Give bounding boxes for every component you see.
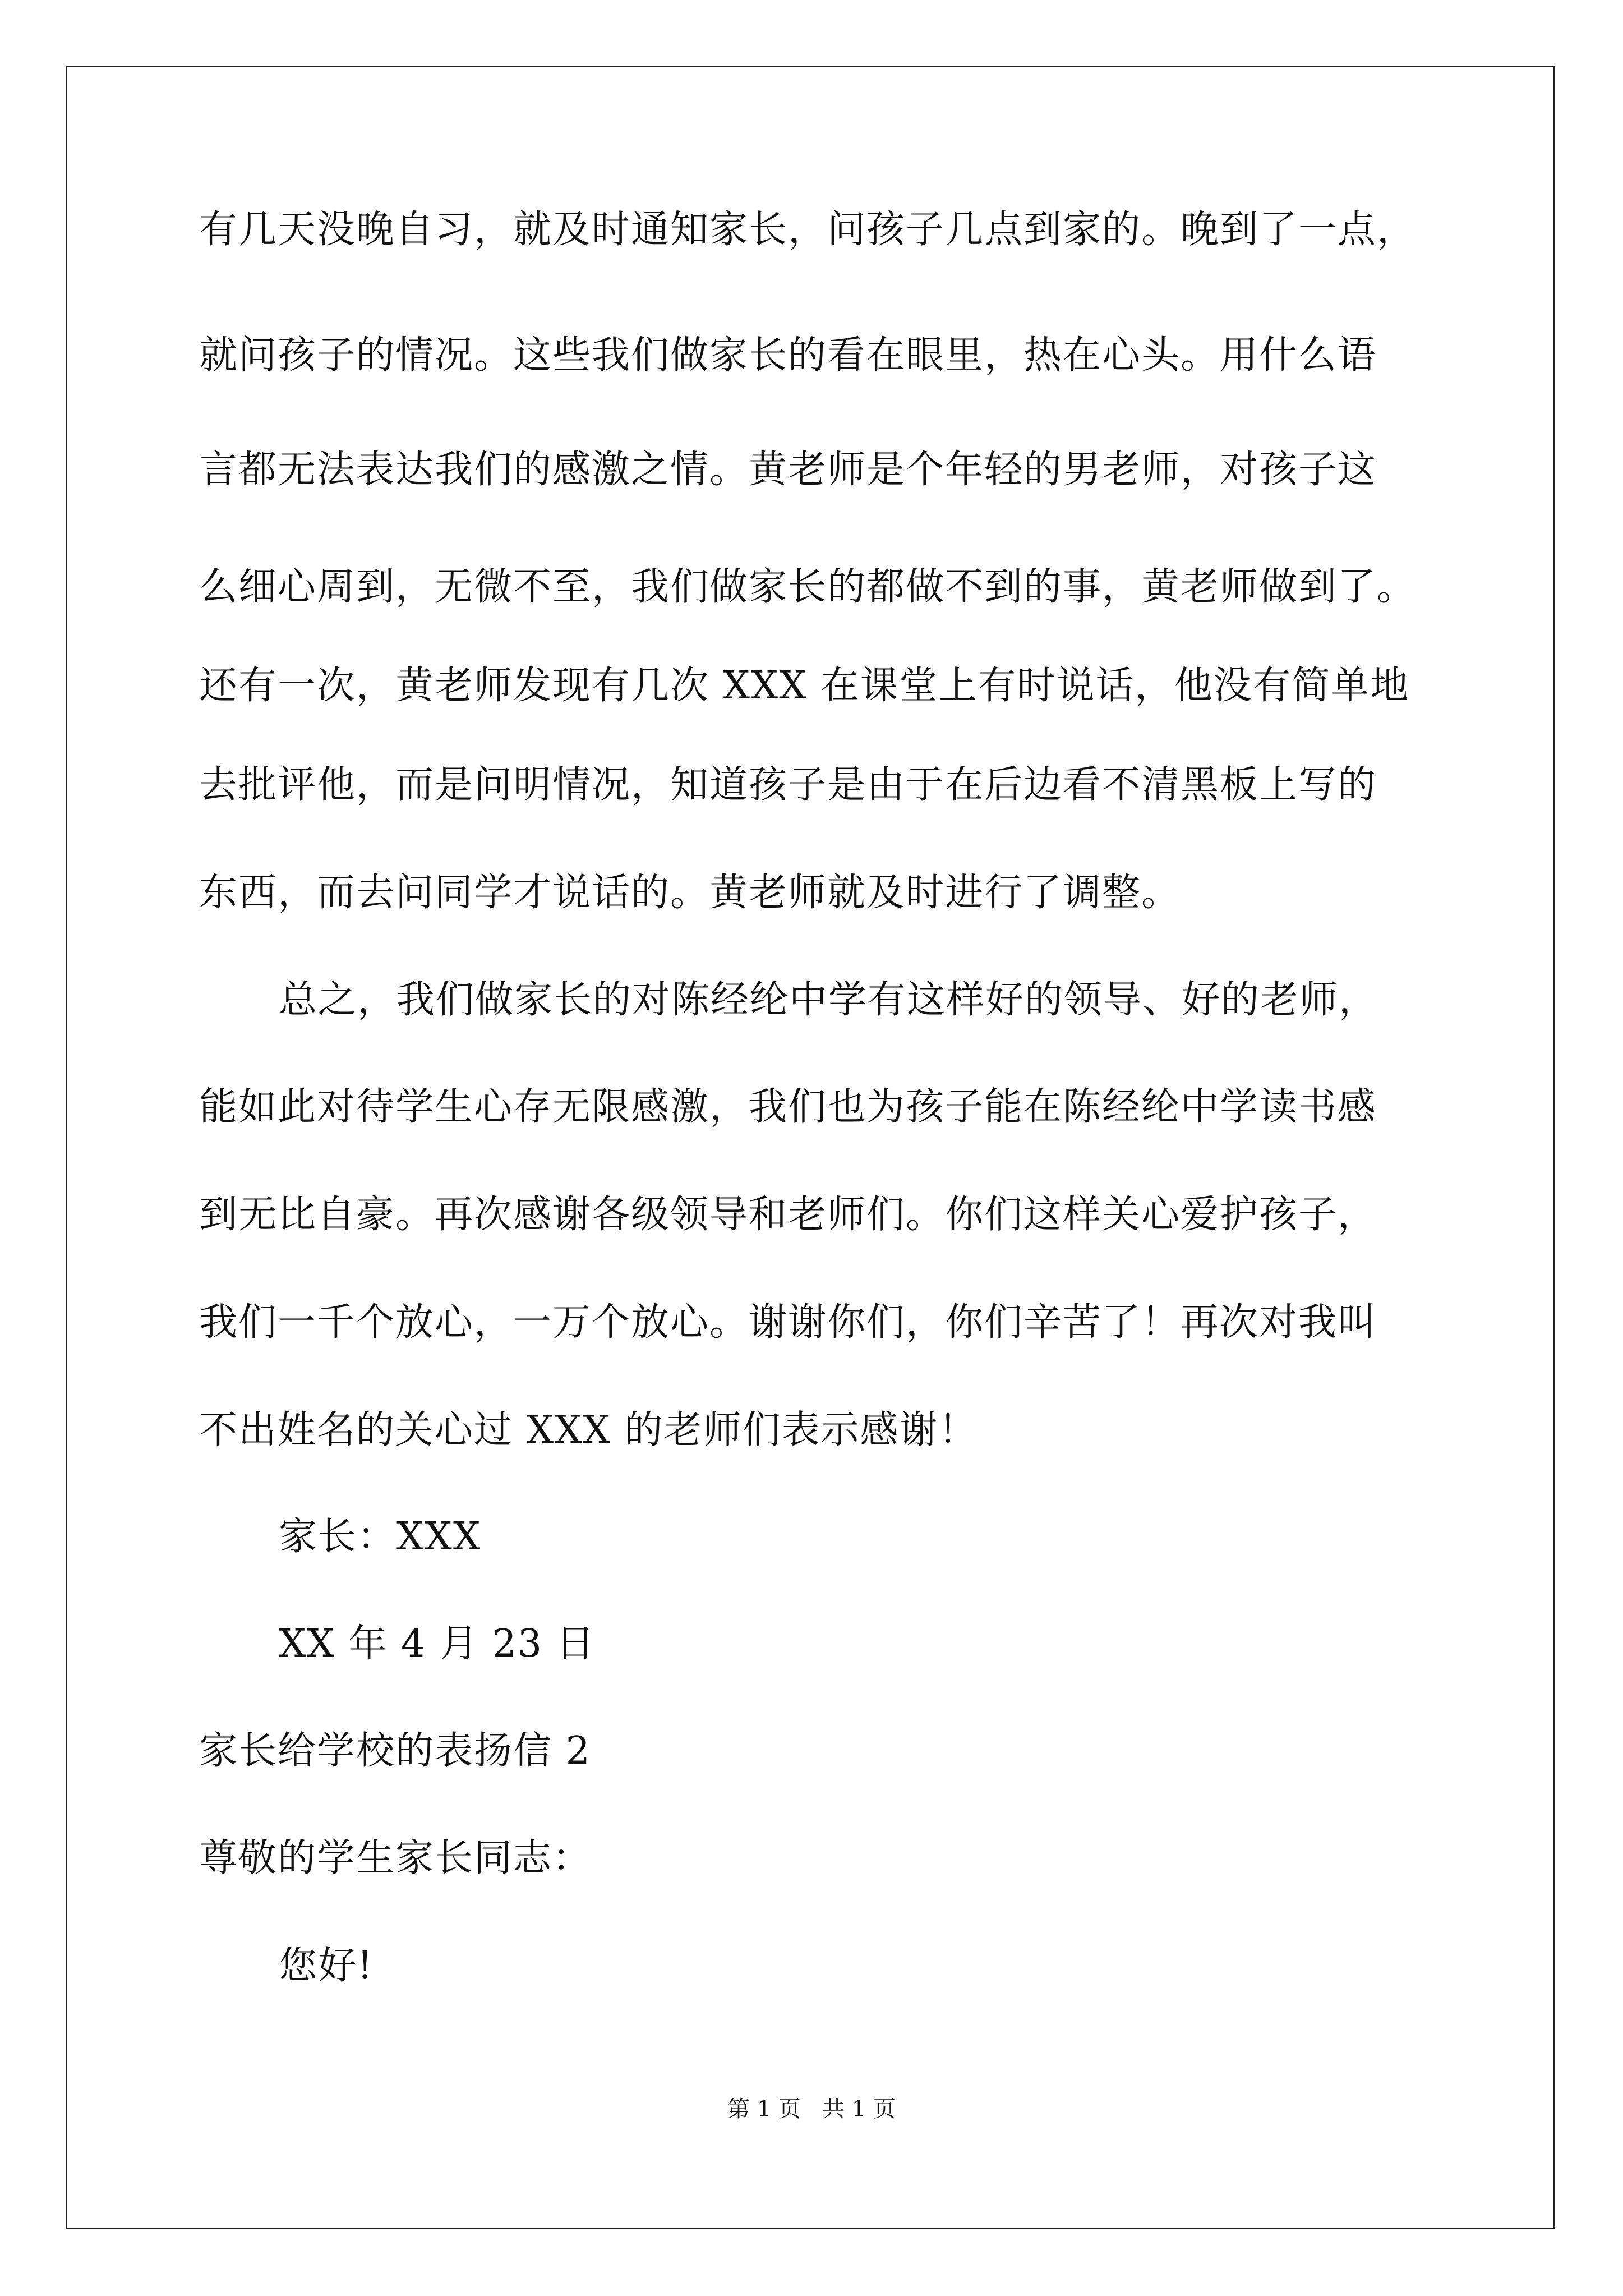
body-line-9: 能如此对待学生心存无限感激，我们也为孩子能在陈经纶中学读书感 [199, 1085, 1377, 1129]
signature-date: XX 年 4 月 23 日 [279, 1622, 596, 1666]
body-line-6: 去批评他，而是问明情况，知道孩子是由于在后边看不清黑板上写的 [199, 763, 1377, 807]
body-line-11: 我们一千个放心，一万个放心。谢谢你们，你们辛苦了！再次对我叫 [199, 1300, 1377, 1345]
body-line-2: 就问孩子的情况。这些我们做家长的看在眼里，热在心头。用什么语 [199, 333, 1377, 378]
salutation: 尊敬的学生家长同志： [199, 1836, 592, 1880]
body-line-12: 不出姓名的关心过 XXX 的老师们表示感谢！ [199, 1408, 978, 1452]
page-number-footer: 第 1 页 共 1 页 [727, 2096, 896, 2122]
letter-title: 家长给学校的表扬信 2 [199, 1729, 591, 1773]
body-line-3: 言都无法表达我们的感激之情。黄老师是个年轻的男老师，对孩子这 [199, 448, 1377, 492]
body-line-1: 有几天没晚自习，就及时通知家长，问孩子几点到家的。晚到了一点， [199, 208, 1417, 252]
signature-parent: 家长：XXX [279, 1515, 482, 1559]
greeting: 您好! [279, 1944, 374, 1988]
body-line-4: 么细心周到，无微不至，我们做家长的都做不到的事，黄老师做到了。 [199, 565, 1417, 609]
body-line-10: 到无比自豪。再次感谢各级领导和老师们。你们这样关心爱护孩子， [199, 1193, 1377, 1237]
body-line-5: 还有一次，黄老师发现有几次 XXX 在课堂上有时说话，他没有简单地 [199, 664, 1410, 708]
body-line-7: 东西，而去问同学才说话的。黄老师就及时进行了调整。 [199, 871, 1181, 915]
page-border [66, 66, 1555, 2229]
paragraph-start-line: 总之，我们做家长的对陈经纶中学有这样好的领导、好的老师， [279, 978, 1378, 1022]
